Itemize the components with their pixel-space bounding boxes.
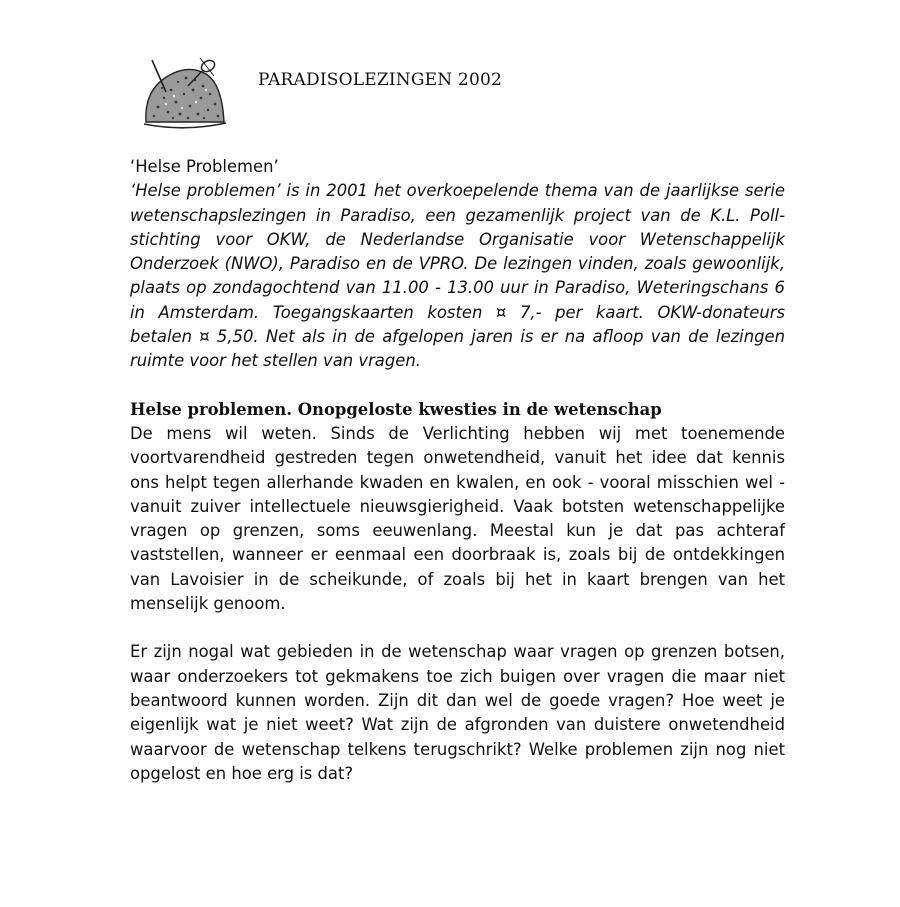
intro-paragraph: ‘Helse problemen’ is in 2001 het overkoepelende thema van de jaarlijkse serie wetenschapslezingen in Paradiso, een gezamenlijk project van de K.L. Poll-stichting voor OKW, de Nederlandse Organisatie voor Wetenschappelijk Onderzoek (NWO), Paradiso en de VPRO. De lezingen vinden, zoals gewoonlijk, plaats op zondagochtend van 11.00 - 13.00 uur in Paradiso, Weteringschans 6 in Amsterdam. Toegangskaarten kosten ¤ 7,- per kaart. OKW-donateurs betalen ¤ 5,50. Net als in de afgelopen jaren is er na afloop van de lezingen ruimte voor het stellen van vragen. [130,181,785,371]
intro-title: ‘Helse Problemen’ [130,157,279,176]
page-header-title: PARADISOLEZINGEN 2002 [258,70,502,90]
body-paragraph-2: Er zijn nogal wat gebieden in de wetenschap waar vragen op grenzen botsen, waar onderzoekers tot gekmakens toe zich buigen over vragen die maar niet beantwoord kunnen worden. Zijn dit dan wel de goede vragen? Hoe weet je eigenlijk wat je niet weet? Wat zijn de afgronden van duistere onwetendheid waarvoor de wetenschap telkens terugschrikt? Welke problemen zijn nog niet opgelost en hoe erg is dat? [130,642,785,783]
document-body [130,155,785,786]
section-heading: Helse problemen. Onopgeloste kwesties in de wetenschap [130,399,662,419]
body-paragraph-1: De mens wil weten. Sinds de Verlichting hebben wij met toenemende voortvarendheid gestreden tegen onwetendheid, vanuit het idee dat kennis ons helpt tegen allerhande kwaden en kwalen, en ook - vooral misschien wel - vanuit zuiver intellectuele nieuwsgierigheid. Vaak botsten wetenschappelijke vragen op grenzen, soms eeuwenlang. Meestal kun je dat pas achteraf vaststellen, wanneer er eenmaal een doorbraak is, zoals bij de ontdekkingen van Lavoisier in de scheikunde, of zoals bij het in kaart brengen van het menselijk genoom. [130,423,785,614]
hedgehog-sketch-icon [138,52,230,130]
